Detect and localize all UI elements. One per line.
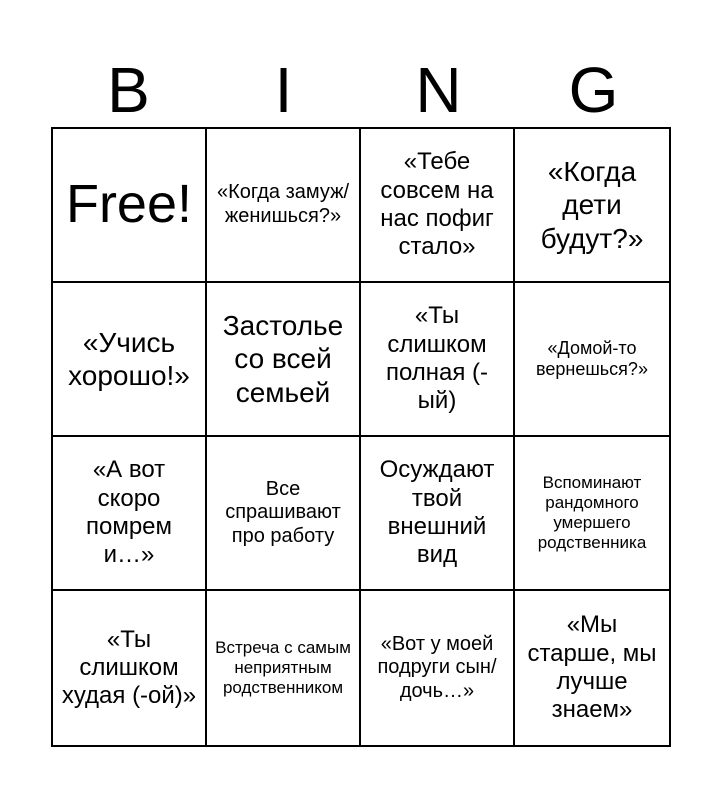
cell-text: «Мы старше, мы лучше знаем»: [527, 611, 657, 724]
cell-text: «Ты слишком полная (-ый): [385, 302, 489, 415]
cell-text: «А вот скоро помрем и…»: [85, 456, 173, 569]
bingo-header: [51, 52, 671, 128]
header-letter-g: G: [568, 54, 619, 126]
bingo-cell[interactable]: [361, 437, 515, 591]
cell-text: Встреча с самым неприятным родственником: [215, 637, 351, 698]
cell-text: «Учись хорошо!»: [68, 326, 190, 391]
header-letter-b: B: [107, 54, 150, 126]
bingo-cell[interactable]: [207, 437, 361, 591]
cell-text: Осуждают твой внешний вид: [379, 456, 495, 569]
bingo-cell[interactable]: [515, 591, 669, 745]
cell-text: «Когда дети будут?»: [540, 156, 644, 254]
bingo-cell[interactable]: [361, 129, 515, 283]
cell-text: «Ты слишком худая (-ой)»: [61, 625, 197, 710]
cell-text: «Когда замуж/ женишься?»: [216, 181, 350, 227]
bingo-cell[interactable]: [515, 129, 669, 283]
bingo-cell[interactable]: [207, 283, 361, 437]
cell-text: Free!: [65, 174, 193, 235]
bingo-cell[interactable]: [361, 591, 515, 745]
cell-text: «Домой-то вернешься?»: [536, 337, 648, 379]
header-letter-n: N: [415, 54, 462, 126]
bingo-cell-free[interactable]: [53, 129, 207, 283]
bingo-cell[interactable]: [207, 591, 361, 745]
bingo-cell[interactable]: [361, 283, 515, 437]
bingo-cell[interactable]: [53, 437, 207, 591]
bingo-cell[interactable]: [515, 437, 669, 591]
cell-text: «Тебе совсем на нас пофиг стало»: [380, 148, 494, 261]
cell-text: Застолье со всей семьей: [222, 310, 344, 408]
cell-text: «Вот у моей подруги сын/дочь…»: [377, 632, 497, 702]
header-letter-i: I: [274, 54, 293, 126]
bingo-cell[interactable]: [53, 283, 207, 437]
bingo-cell[interactable]: [515, 283, 669, 437]
bingo-grid: [51, 127, 671, 747]
cell-text: Вспоминают рандомного умершего родственника: [537, 472, 647, 553]
bingo-cell[interactable]: [53, 591, 207, 745]
cell-text: Все спрашивают про работу: [225, 477, 341, 547]
bingo-cell[interactable]: [207, 129, 361, 283]
